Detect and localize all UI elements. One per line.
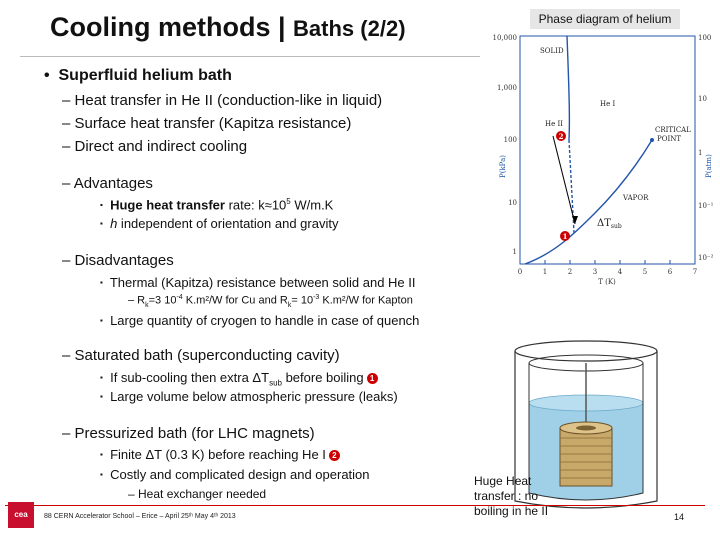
sub-item-2-text: Surface heat transfer (Kapitza resistance) [74, 115, 352, 132]
y-right-ticks [698, 34, 714, 262]
square-bullet: ▪ [100, 450, 103, 459]
saturated-heading-text: Saturated bath (superconducting cavity) [74, 347, 340, 364]
advantage-1-sup: 5 [286, 197, 291, 206]
advantage-1-bold: Huge heat transfer [110, 197, 225, 213]
pressurized-1-text: Finite ΔT (0.3 K) before reaching He I [110, 447, 326, 462]
dash: – [62, 175, 71, 192]
y-left-tick: 1,000 [496, 84, 517, 92]
caption-line-3: boiling in he II [474, 504, 549, 518]
square-bullet: ▪ [100, 316, 103, 325]
y-left-tick: 10 [508, 199, 517, 207]
saturated-1-post: before boiling [281, 370, 364, 385]
y-right-tick: 1 [698, 149, 703, 157]
title-main-text: Cooling methods | [50, 12, 294, 42]
saturated-2-text: Large volume below atmospheric pressure (leaks) [110, 389, 398, 404]
delta-t-label [597, 218, 622, 230]
kapitza-text-d: = 10 [291, 294, 314, 307]
pressurized-2 [100, 467, 370, 482]
vapor-curve [525, 140, 652, 264]
square-bullet: ▪ [100, 373, 103, 382]
pressurized-2a [128, 487, 266, 501]
sub-item-3 [62, 138, 247, 155]
phase-diagram-title: Phase diagram of helium [530, 9, 680, 29]
slide-title [50, 12, 406, 43]
kapitza-sub-1: k [145, 301, 149, 309]
delta-t-text: ΔT [597, 218, 611, 229]
title-divider [20, 56, 480, 57]
diagram-badge-1-text: 1 [562, 232, 568, 241]
x-ticks [518, 268, 697, 276]
bullet-dot: • [44, 67, 50, 84]
y-right-tick: 100 [698, 34, 712, 42]
x-tick: 7 [692, 268, 698, 276]
x-label: T (K) [598, 278, 616, 286]
pressurized-heading [62, 425, 315, 442]
y-left-tick: 100 [503, 136, 517, 144]
x-tick: 3 [592, 268, 598, 276]
label-he1: He I [600, 100, 616, 108]
label-he2: He II [545, 120, 564, 128]
x-tick: 0 [517, 268, 523, 276]
outer-rim [515, 341, 657, 361]
sub-item-1-text: Heat transfer in He II (conduction-like in liquid) [74, 92, 383, 109]
advantage-1-unit: W/m.K [290, 197, 334, 213]
saturated-1-text: If sub-cooling then extra ΔT [110, 370, 270, 385]
y-left-ticks [493, 34, 518, 256]
y-right-tick: 10⁻² [698, 254, 714, 262]
x-tick: 2 [567, 268, 573, 276]
x-tick: 1 [542, 268, 548, 276]
bullet-main-text: Superfluid helium bath [58, 67, 232, 84]
disadvantage-2-text: Large quantity of cryogen to handle in case of quench [110, 313, 420, 328]
kapitza-text-b: =3 10 [148, 294, 177, 307]
kapitza-sub-2: k [287, 301, 292, 309]
kapitza-sup-1: -4 [176, 294, 183, 301]
sub-item-2 [62, 115, 351, 132]
dash: – [62, 347, 71, 364]
pressurized-2-text: Costly and complicated design and operation [110, 467, 370, 482]
x-tick: 4 [617, 268, 623, 276]
saturated-1-sub: sub [269, 378, 282, 388]
y-left-tick: 1 [512, 248, 517, 256]
phase-diagram [492, 28, 717, 290]
label-critical-1: CRITICAL [655, 126, 691, 134]
advantage-1-text: rate: k≈10 [224, 197, 287, 213]
disadvantage-1 [100, 275, 416, 290]
square-bullet: ▪ [100, 219, 103, 228]
critical-point [650, 138, 654, 142]
saturated-1 [100, 370, 378, 388]
badge-1: 1 [367, 373, 378, 384]
footer-text: 88 CERN Accelerator School – Erice – April 25ᵗʰ May 4ᵗʰ 2013 [44, 513, 236, 520]
disadvantage-1a [128, 294, 413, 309]
caption-line-1: Huge Heat [474, 474, 532, 488]
disadvantage-2 [100, 313, 419, 328]
melting-curve [567, 36, 569, 140]
kapitza-text-a: – R [128, 294, 146, 307]
kapitza-text-c: K.m²/W for Cu and R [182, 294, 288, 307]
plot-frame [520, 36, 695, 264]
kapitza-text-e: K.m²/W for Kapton [319, 294, 413, 307]
square-bullet: ▪ [100, 278, 103, 287]
y-right-label: P(atm) [705, 154, 713, 178]
label-vapor: VAPOR [623, 194, 649, 202]
footer-divider [5, 505, 705, 506]
delta-t-sub: sub [610, 223, 622, 230]
y-right-tick: 10⁻¹ [698, 202, 714, 210]
tick-marks [545, 260, 670, 264]
pressurized-2a-text: – Heat exchanger needed [128, 487, 267, 501]
pressurized-1 [100, 447, 340, 462]
disadvantages-heading [62, 252, 174, 269]
disadvantage-1-text: Thermal (Kapitza) resistance between solid and He II [109, 275, 416, 290]
advantage-2 [100, 216, 338, 231]
advantages-heading [62, 175, 153, 192]
y-left-tick: 10,000 [492, 34, 517, 42]
coil-bore [576, 426, 596, 431]
title-sub-text: Baths (2/2) [293, 16, 406, 41]
kapitza-sup-2: -3 [313, 294, 320, 301]
label-solid: SOLID [540, 47, 564, 55]
coil-body [560, 428, 612, 486]
arrow-line [553, 136, 575, 224]
square-bullet: ▪ [100, 470, 103, 479]
square-bullet: ▪ [100, 392, 103, 401]
y-right-tick: 10 [698, 95, 707, 103]
label-critical-2: POINT [657, 135, 682, 143]
x-tick: 5 [642, 268, 648, 276]
dash: – [62, 138, 71, 155]
advantages-heading-text: Advantages [73, 175, 153, 192]
x-tick: 6 [667, 268, 673, 276]
saturated-heading [62, 347, 340, 364]
caption-line-2: transfer : no [474, 489, 539, 503]
sub-item-3-text: Direct and indirect cooling [74, 138, 248, 155]
advantage-2-h: h [110, 216, 118, 231]
saturated-2 [100, 389, 398, 404]
badge-2: 2 [329, 450, 340, 461]
pressurized-heading-text: Pressurized bath (for LHC magnets) [74, 425, 315, 442]
region-labels [540, 47, 691, 202]
bullet-superfluid [44, 67, 232, 85]
square-bullet: ▪ [100, 200, 103, 210]
sub-item-1 [62, 92, 382, 109]
disadvantages-heading-text: Disadvantages [74, 252, 174, 269]
advantage-1 [100, 197, 333, 212]
page-number: 14 [674, 512, 685, 522]
dash: – [62, 92, 71, 109]
cryostat-caption [474, 474, 564, 519]
cea-logo: cea [8, 502, 34, 528]
diagram-badge-2-text: 2 [558, 132, 564, 141]
dash: – [62, 252, 71, 269]
dash: – [62, 425, 71, 442]
dash: – [62, 115, 71, 132]
y-left-label: P(kPa) [499, 155, 507, 178]
advantage-2-text: independent of orientation and gravity [117, 216, 339, 231]
